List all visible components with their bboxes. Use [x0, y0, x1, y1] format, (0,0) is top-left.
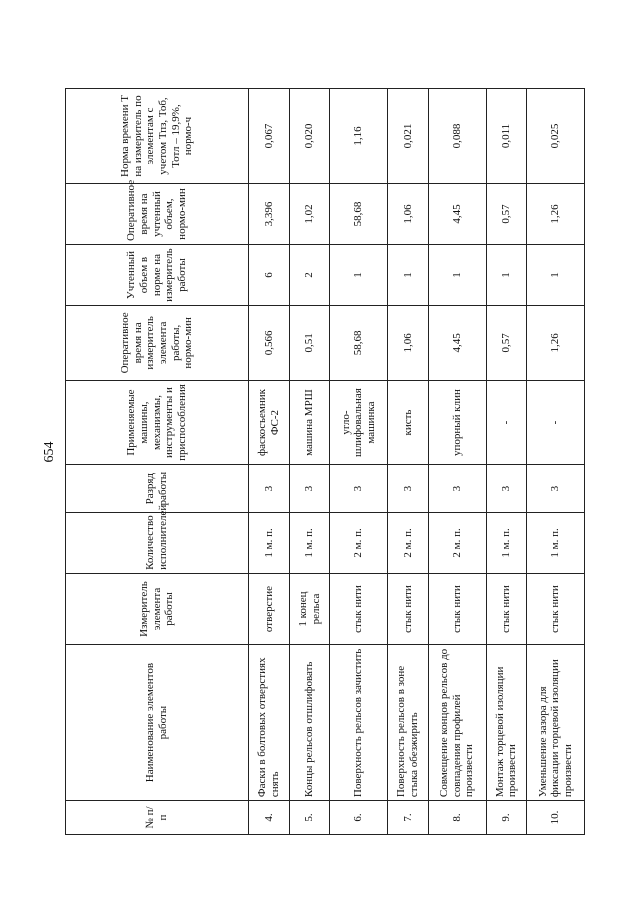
operative-time-per-unit: 1,06 [388, 306, 429, 381]
work-element-name: Концы рельсов отшлифовать [289, 645, 330, 801]
performers-count: 1 м. п. [249, 512, 290, 573]
column-header: Количество исполнителей [66, 512, 249, 573]
performers-count: 1 м. п. [289, 512, 330, 573]
column-header: № п/п [66, 801, 249, 835]
accounted-volume: 6 [249, 245, 290, 306]
work-unit: стык нити [330, 573, 388, 644]
page-number: 654 [42, 441, 57, 463]
equipment: упорный клин [428, 380, 486, 465]
row-number: 4. [249, 801, 290, 835]
performers-count: 1 м. п. [486, 512, 527, 573]
accounted-volume: 2 [289, 245, 330, 306]
work-element-name: Совмещение концов рельсов до совпадения профилей произвести [428, 645, 486, 801]
table-row [330, 89, 388, 835]
accounted-volume: 1 [486, 245, 527, 306]
row-number: 7. [388, 801, 429, 835]
table-row [428, 89, 486, 835]
work-element-name: Монтаж торцевой изоляции произвести [486, 645, 527, 801]
column-header: Учтенный объем в норме на измеритель работы [66, 245, 249, 306]
work-grade: 3 [486, 465, 527, 512]
time-norm: 0,025 [527, 89, 585, 184]
work-grade: 3 [527, 465, 585, 512]
work-unit: отверстие [249, 573, 290, 644]
column-header: Разряд работы [66, 465, 249, 512]
operative-time-per-volume: 1,26 [527, 184, 585, 245]
performers-count: 2 м. п. [428, 512, 486, 573]
column-header: Наименование элементов работы [66, 645, 249, 801]
table-row [486, 89, 527, 835]
column-header: Оперативное время на измеритель элемента работы, нормо-мин [66, 306, 249, 381]
table-header-row [66, 89, 249, 835]
performers-count: 2 м. п. [388, 512, 429, 573]
rotated-table-container [65, 88, 585, 835]
performers-count: 2 м. п. [330, 512, 388, 573]
equipment: - [527, 380, 585, 465]
operative-time-per-unit: 0,51 [289, 306, 330, 381]
time-norm: 1,16 [330, 89, 388, 184]
work-grade: 3 [289, 465, 330, 512]
accounted-volume: 1 [330, 245, 388, 306]
column-header: Норма времени Т на измеритель по элементам с учетом Тпз, Тоб, Тотл – 19,9%, нормо-ч [66, 89, 249, 184]
work-unit: стык нити [428, 573, 486, 644]
accounted-volume: 1 [388, 245, 429, 306]
operative-time-per-volume: 1,02 [289, 184, 330, 245]
operative-time-per-unit: 0,57 [486, 306, 527, 381]
work-unit: стык нити [486, 573, 527, 644]
time-norm: 0,020 [289, 89, 330, 184]
table-row [249, 89, 290, 835]
time-norm: 0,067 [249, 89, 290, 184]
row-number: 10. [527, 801, 585, 835]
work-element-name: Уменьшение зазора для фиксации торцевой изоляции произвести [527, 645, 585, 801]
work-element-name: Поверхность рельсов в зоне стыка обезжирить [388, 645, 429, 801]
operative-time-per-volume: 3,396 [249, 184, 290, 245]
work-unit: стык нити [388, 573, 429, 644]
column-header: Измеритель элемента работы [66, 573, 249, 644]
work-grade: 3 [428, 465, 486, 512]
work-element-name: Фаски в болтовых отверстиях снять [249, 645, 290, 801]
work-element-name: Поверхность рельсов зачистить [330, 645, 388, 801]
performers-count: 1 м. п. [527, 512, 585, 573]
table-row [527, 89, 585, 835]
row-number: 5. [289, 801, 330, 835]
operative-time-per-unit: 1,26 [527, 306, 585, 381]
table-row [289, 89, 330, 835]
table-row [388, 89, 429, 835]
equipment: фаскосъемник ФС-2 [249, 380, 290, 465]
operative-time-per-unit: 4,45 [428, 306, 486, 381]
work-unit: 1 конец рельса [289, 573, 330, 644]
operative-time-per-volume: 58,68 [330, 184, 388, 245]
row-number: 8. [428, 801, 486, 835]
operative-time-per-volume: 0,57 [486, 184, 527, 245]
row-number: 9. [486, 801, 527, 835]
operative-time-per-volume: 1,06 [388, 184, 429, 245]
accounted-volume: 1 [527, 245, 585, 306]
operative-time-per-unit: 0,566 [249, 306, 290, 381]
equipment: угло-шлифовальная машинка [330, 380, 388, 465]
operative-time-per-unit: 58,68 [330, 306, 388, 381]
work-grade: 3 [249, 465, 290, 512]
equipment: кисть [388, 380, 429, 465]
equipment: машина МРШ [289, 380, 330, 465]
time-norm: 0,088 [428, 89, 486, 184]
equipment: - [486, 380, 527, 465]
accounted-volume: 1 [428, 245, 486, 306]
work-grade: 3 [330, 465, 388, 512]
row-number: 6. [330, 801, 388, 835]
column-header: Оперативное время на учтенный объем, нормо-мин [66, 184, 249, 245]
norm-table [65, 88, 585, 835]
time-norm: 0,021 [388, 89, 429, 184]
work-grade: 3 [388, 465, 429, 512]
work-unit: стык нити [527, 573, 585, 644]
operative-time-per-volume: 4,45 [428, 184, 486, 245]
column-header: Применяемые машины, механизмы, инструменты и приспособления [66, 380, 249, 465]
time-norm: 0,011 [486, 89, 527, 184]
